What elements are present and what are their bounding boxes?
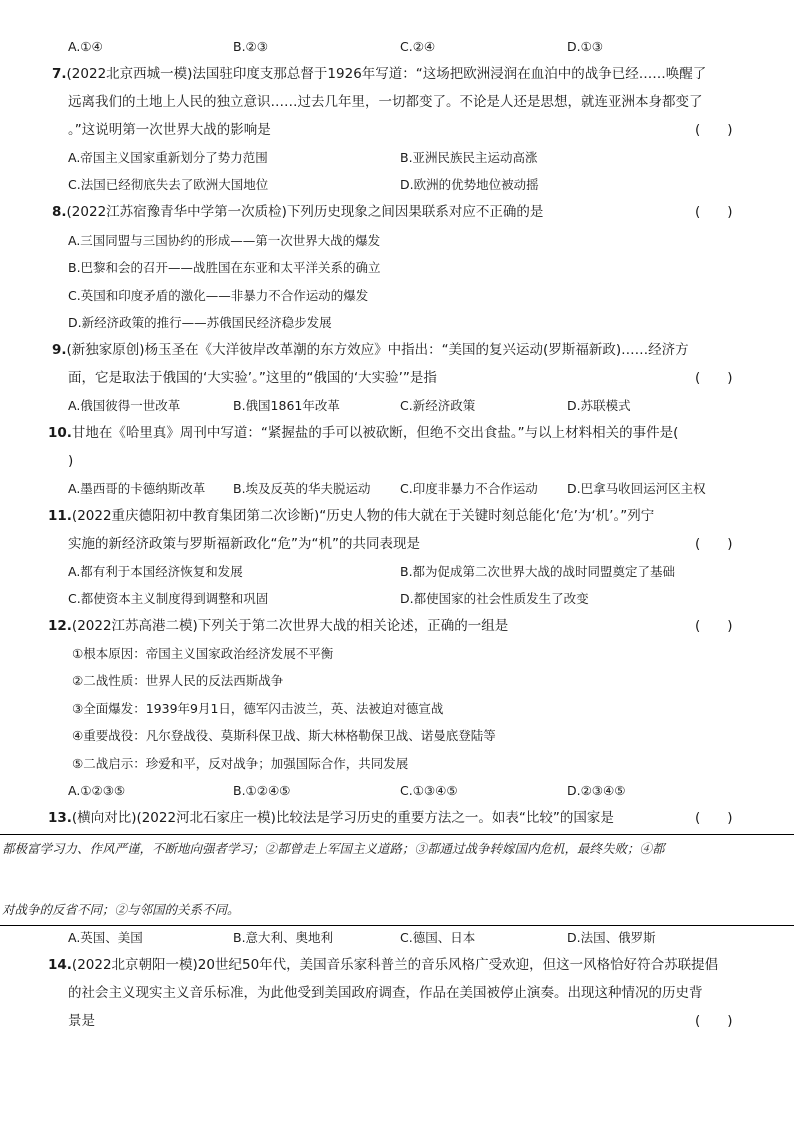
q10-option-c: C.印度非暴力不合作运动 bbox=[400, 481, 538, 496]
q8-option-b: B.巴黎和会的召开——战胜国在东亚和太平洋关系的确立 bbox=[68, 260, 381, 275]
q13-table-bottom-rule bbox=[0, 925, 794, 926]
q8-option-d: D.新经济政策的推行——苏俄国民经济稳步发展 bbox=[68, 315, 332, 330]
q10-option-d: D.巴拿马收回运河区主权 bbox=[567, 481, 706, 496]
q9-option-b: B.俄国1861年改革 bbox=[233, 398, 340, 413]
q7-option-a: A.帝国主义国家重新划分了势力范围 bbox=[68, 150, 268, 165]
q12-option-a: A.①②③⑤ bbox=[68, 783, 126, 798]
q7-stem-line3: 。”这说明第一次世界大战的影响是 bbox=[68, 122, 271, 138]
q8-option-c: C.英国和印度矛盾的激化——非暴力不合作运动的爆发 bbox=[68, 288, 369, 303]
q12-item-2: ②二战性质：世界人民的反法西斯战争 bbox=[72, 673, 284, 688]
q12-item-1: ①根本原因：帝国主义国家政治经济发展不平衡 bbox=[72, 646, 334, 661]
q8-option-a: A.三国同盟与三国协约的形成——第一次世界大战的爆发 bbox=[68, 233, 381, 248]
q13-table-row2: 对战争的反省不同；②与邻国的关系不同。 bbox=[2, 902, 240, 917]
q12-option-d: D.②③④⑤ bbox=[567, 783, 626, 798]
q7-stem-line2: 远离我们的土地上人民的独立意识……过去几年里，一切都变了。不论是人还是思想，就连亚洲本身都变了 bbox=[68, 94, 703, 110]
q13-stem-line1: 13.(横向对比)(2022河北石家庄一模)比较法是学习历史的重要方法之一。如表“比较”的国家是 bbox=[48, 810, 614, 826]
q13-option-b: B.意大利、奥地利 bbox=[233, 930, 334, 945]
q7-stem-line1: 7.(2022北京西城一模)法国驻印度支那总督于1926年写道：“这场把欧洲浸润在血泊中的战争已经……唤醒了 bbox=[52, 66, 707, 82]
q11-answer-paren: ( ) bbox=[695, 536, 733, 552]
q11-option-d: D.都使国家的社会性质发生了改变 bbox=[400, 591, 589, 606]
q13-number: 13. bbox=[48, 810, 72, 826]
q12-number: 12. bbox=[48, 618, 72, 634]
q13-table-row1: 都极富学习力、作风严谨，不断地向强者学习；②都曾走上军国主义道路；③都通过战争转嫁国内危机，最终失败；④都 bbox=[2, 841, 665, 856]
q7-option-c: C.法国已经彻底失去了欧洲大国地位 bbox=[68, 177, 269, 192]
q10-option-b: B.埃及反英的华夫脱运动 bbox=[233, 481, 371, 496]
q7-number: 7. bbox=[52, 66, 67, 82]
q12-item-3: ③全面爆发：1939年9月1日，德军闪击波兰，英、法被迫对德宣战 bbox=[72, 701, 444, 716]
q13-option-c: C.德国、日本 bbox=[400, 930, 476, 945]
q14-stem-line1: 14.(2022北京朝阳一模)20世纪50年代，美国音乐家科普兰的音乐风格广受欢迎，但这一风格恰好符合苏联提倡 bbox=[48, 957, 719, 973]
q13-table-top-rule bbox=[0, 834, 794, 835]
q10-stem-line2: ) bbox=[68, 453, 74, 469]
q12-option-b: B.①②④⑤ bbox=[233, 783, 291, 798]
q13-option-a: A.英国、美国 bbox=[68, 930, 143, 945]
q12-item-5: ⑤二战启示：珍爱和平，反对战争；加强国际合作，共同发展 bbox=[72, 756, 409, 771]
q9-option-c: C.新经济政策 bbox=[400, 398, 476, 413]
q12-item-4: ④重要战役：凡尔登战役、莫斯科保卫战、斯大林格勒保卫战、诺曼底登陆等 bbox=[72, 728, 496, 743]
q6-option-b: B.②③ bbox=[233, 39, 268, 54]
q13-option-d: D.法国、俄罗斯 bbox=[567, 930, 656, 945]
q8-stem-line1: 8.(2022江苏宿豫青华中学第一次质检)下列历史现象之间因果联系对应不正确的是 bbox=[52, 204, 544, 220]
q9-number: 9. bbox=[52, 342, 67, 358]
q10-stem-line1: 10.甘地在《哈里真》周刊中写道：“紧握盐的手可以被砍断，但绝不交出食盐。”与以上材料相关的事件是( bbox=[48, 425, 679, 441]
q7-answer-paren: ( ) bbox=[695, 122, 733, 138]
q8-number: 8. bbox=[52, 204, 67, 220]
q11-option-c: C.都使资本主义制度得到调整和巩固 bbox=[68, 591, 269, 606]
q14-answer-paren: ( ) bbox=[695, 1013, 733, 1029]
q9-option-d: D.苏联模式 bbox=[567, 398, 631, 413]
q8-answer-paren: ( ) bbox=[695, 204, 733, 220]
q12-option-c: C.①③④⑤ bbox=[400, 783, 458, 798]
q7-option-b: B.亚洲民族民主运动高涨 bbox=[400, 150, 538, 165]
q6-option-a: A.①④ bbox=[68, 39, 103, 54]
q9-option-a: A.俄国彼得一世改革 bbox=[68, 398, 181, 413]
q12-stem-line1: 12.(2022江苏高港二模)下列关于第二次世界大战的相关论述，正确的一组是 bbox=[48, 618, 509, 634]
q11-option-b: B.都为促成第二次世界大战的战时同盟奠定了基础 bbox=[400, 564, 676, 579]
q10-number: 10. bbox=[48, 425, 72, 441]
q9-stem-line1: 9.(新独家原创)杨玉圣在《大洋彼岸改革潮的东方效应》中指出：“美国的复兴运动(罗斯福新政)……经济方 bbox=[52, 342, 689, 358]
q14-stem-line3: 景是 bbox=[68, 1013, 95, 1029]
q11-option-a: A.都有利于本国经济恢复和发展 bbox=[68, 564, 243, 579]
q12-answer-paren: ( ) bbox=[695, 618, 733, 634]
q11-stem-line1: 11.(2022重庆德阳初中教育集团第二次诊断)“历史人物的伟大就在于关键时刻总能化‘危’为‘机’。”列宁 bbox=[48, 508, 655, 524]
q9-stem-line2: 面，它是取法于俄国的‘大实验’。”这里的“俄国的‘大实验’”是指 bbox=[68, 370, 437, 386]
q9-answer-paren: ( ) bbox=[695, 370, 733, 386]
q6-option-d: D.①③ bbox=[567, 39, 604, 54]
q10-option-a: A.墨西哥的卡德纳斯改革 bbox=[68, 481, 206, 496]
q11-number: 11. bbox=[48, 508, 72, 524]
q6-option-c: C.②④ bbox=[400, 39, 436, 54]
q7-option-d: D.欧洲的优势地位被动摇 bbox=[400, 177, 539, 192]
q14-stem-line2: 的社会主义现实主义音乐标准，为此他受到美国政府调查，作品在美国被停止演奏。出现这种情况的历史背 bbox=[68, 985, 703, 1001]
q11-stem-line2: 实施的新经济政策与罗斯福新政化“危”为“机”的共同表现是 bbox=[68, 536, 420, 552]
q13-answer-paren: ( ) bbox=[695, 810, 733, 826]
q14-number: 14. bbox=[48, 957, 72, 973]
